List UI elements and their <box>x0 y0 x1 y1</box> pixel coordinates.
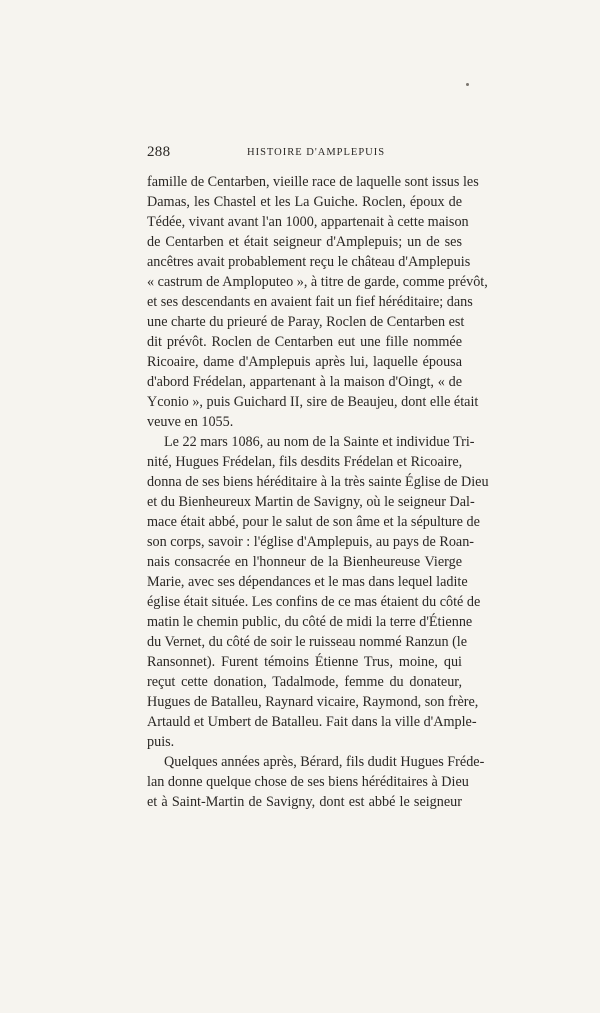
text-line: nité, Hugues Frédelan, fils desdits Frédelan et Ricoaire, <box>147 454 463 470</box>
text-line: son corps, savoir : l'église d'Amplepuis, au pays de Roan- <box>147 534 475 550</box>
text-line: famille de Centarben, vieille race de laquelle sont issus les <box>147 174 479 190</box>
text-line: « castrum de Amploputeo », à titre de garde, comme prévôt, <box>147 274 488 290</box>
text-line: de Centarben et était seigneur d'Amplepuis; un de ses <box>147 234 462 250</box>
text-line: mace était abbé, pour le salut de son âme et la sépulture de <box>147 514 480 530</box>
text-line: dit prévôt. Roclen de Centarben eut une fille nommée <box>147 334 462 350</box>
body-text <box>147 172 489 812</box>
text-line: nais consacrée en l'honneur de la Bienheureuse Vierge <box>147 554 462 570</box>
text-line: Artauld et Umbert de Batalleu. Fait dans la ville d'Ample- <box>147 714 477 730</box>
text-line: Hugues de Batalleu, Raynard vicaire, Raymond, son frère, <box>147 694 479 710</box>
text-line: Damas, les Chastel et les La Guiche. Roclen, époux de <box>147 194 462 210</box>
text-line: lan donne quelque chose de ses biens héréditaires à Dieu <box>147 774 469 790</box>
text-line: Yconio », puis Guichard II, sire de Beaujeu, dont elle était <box>147 394 479 410</box>
page-number: 288 <box>147 144 171 160</box>
text-line: Ricoaire, dame d'Amplepuis après lui, laquelle épousa <box>147 354 462 370</box>
text-line: et du Bienheureux Martin de Savigny, où le seigneur Dal- <box>147 494 475 510</box>
text-line: matin le chemin public, du côté de midi la terre d'Étienne <box>147 614 473 630</box>
text-line: reçut cette donation, Tadalmode, femme du donateur, <box>147 674 462 690</box>
page-speck <box>466 83 469 86</box>
text-line: et à Saint-Martin de Savigny, dont est abbé le seigneur <box>147 794 462 810</box>
text-line: et ses descendants en avaient fait un fief héréditaire; dans <box>147 294 473 310</box>
text-line: d'abord Frédelan, appartenant à la maison d'Oingt, « de <box>147 374 462 390</box>
text-line: Le 22 mars 1086, au nom de la Sainte et individue Tri- <box>164 434 475 450</box>
text-line: ancêtres avait probablement reçu le château d'Amplepuis <box>147 254 471 270</box>
text-line: donna de ses biens héréditaire à la très sainte Église de Dieu <box>147 474 489 490</box>
text-line: Tédée, vivant avant l'an 1000, appartenait à cette maison <box>147 214 469 230</box>
text-line: Marie, avec ses dépendances et le mas dans lequel ladite <box>147 574 468 590</box>
page-header <box>147 142 462 166</box>
text-line: veuve en 1055. <box>147 414 234 430</box>
text-line: église était située. Les confins de ce mas étaient du côté de <box>147 594 481 610</box>
text-line: Ransonnet). Furent témoins Étienne Trus, moine, qui <box>147 654 462 670</box>
text-line: une charte du prieuré de Paray, Roclen de Centarben est <box>147 314 465 330</box>
running-title: HISTOIRE D'AMPLEPUIS <box>247 147 386 158</box>
text-line: Quelques années après, Bérard, fils dudit Hugues Fréde- <box>164 754 485 770</box>
text-line: du Vernet, du côté de soir le ruisseau nommé Ranzun (le <box>147 634 468 650</box>
text-line: puis. <box>147 734 175 750</box>
